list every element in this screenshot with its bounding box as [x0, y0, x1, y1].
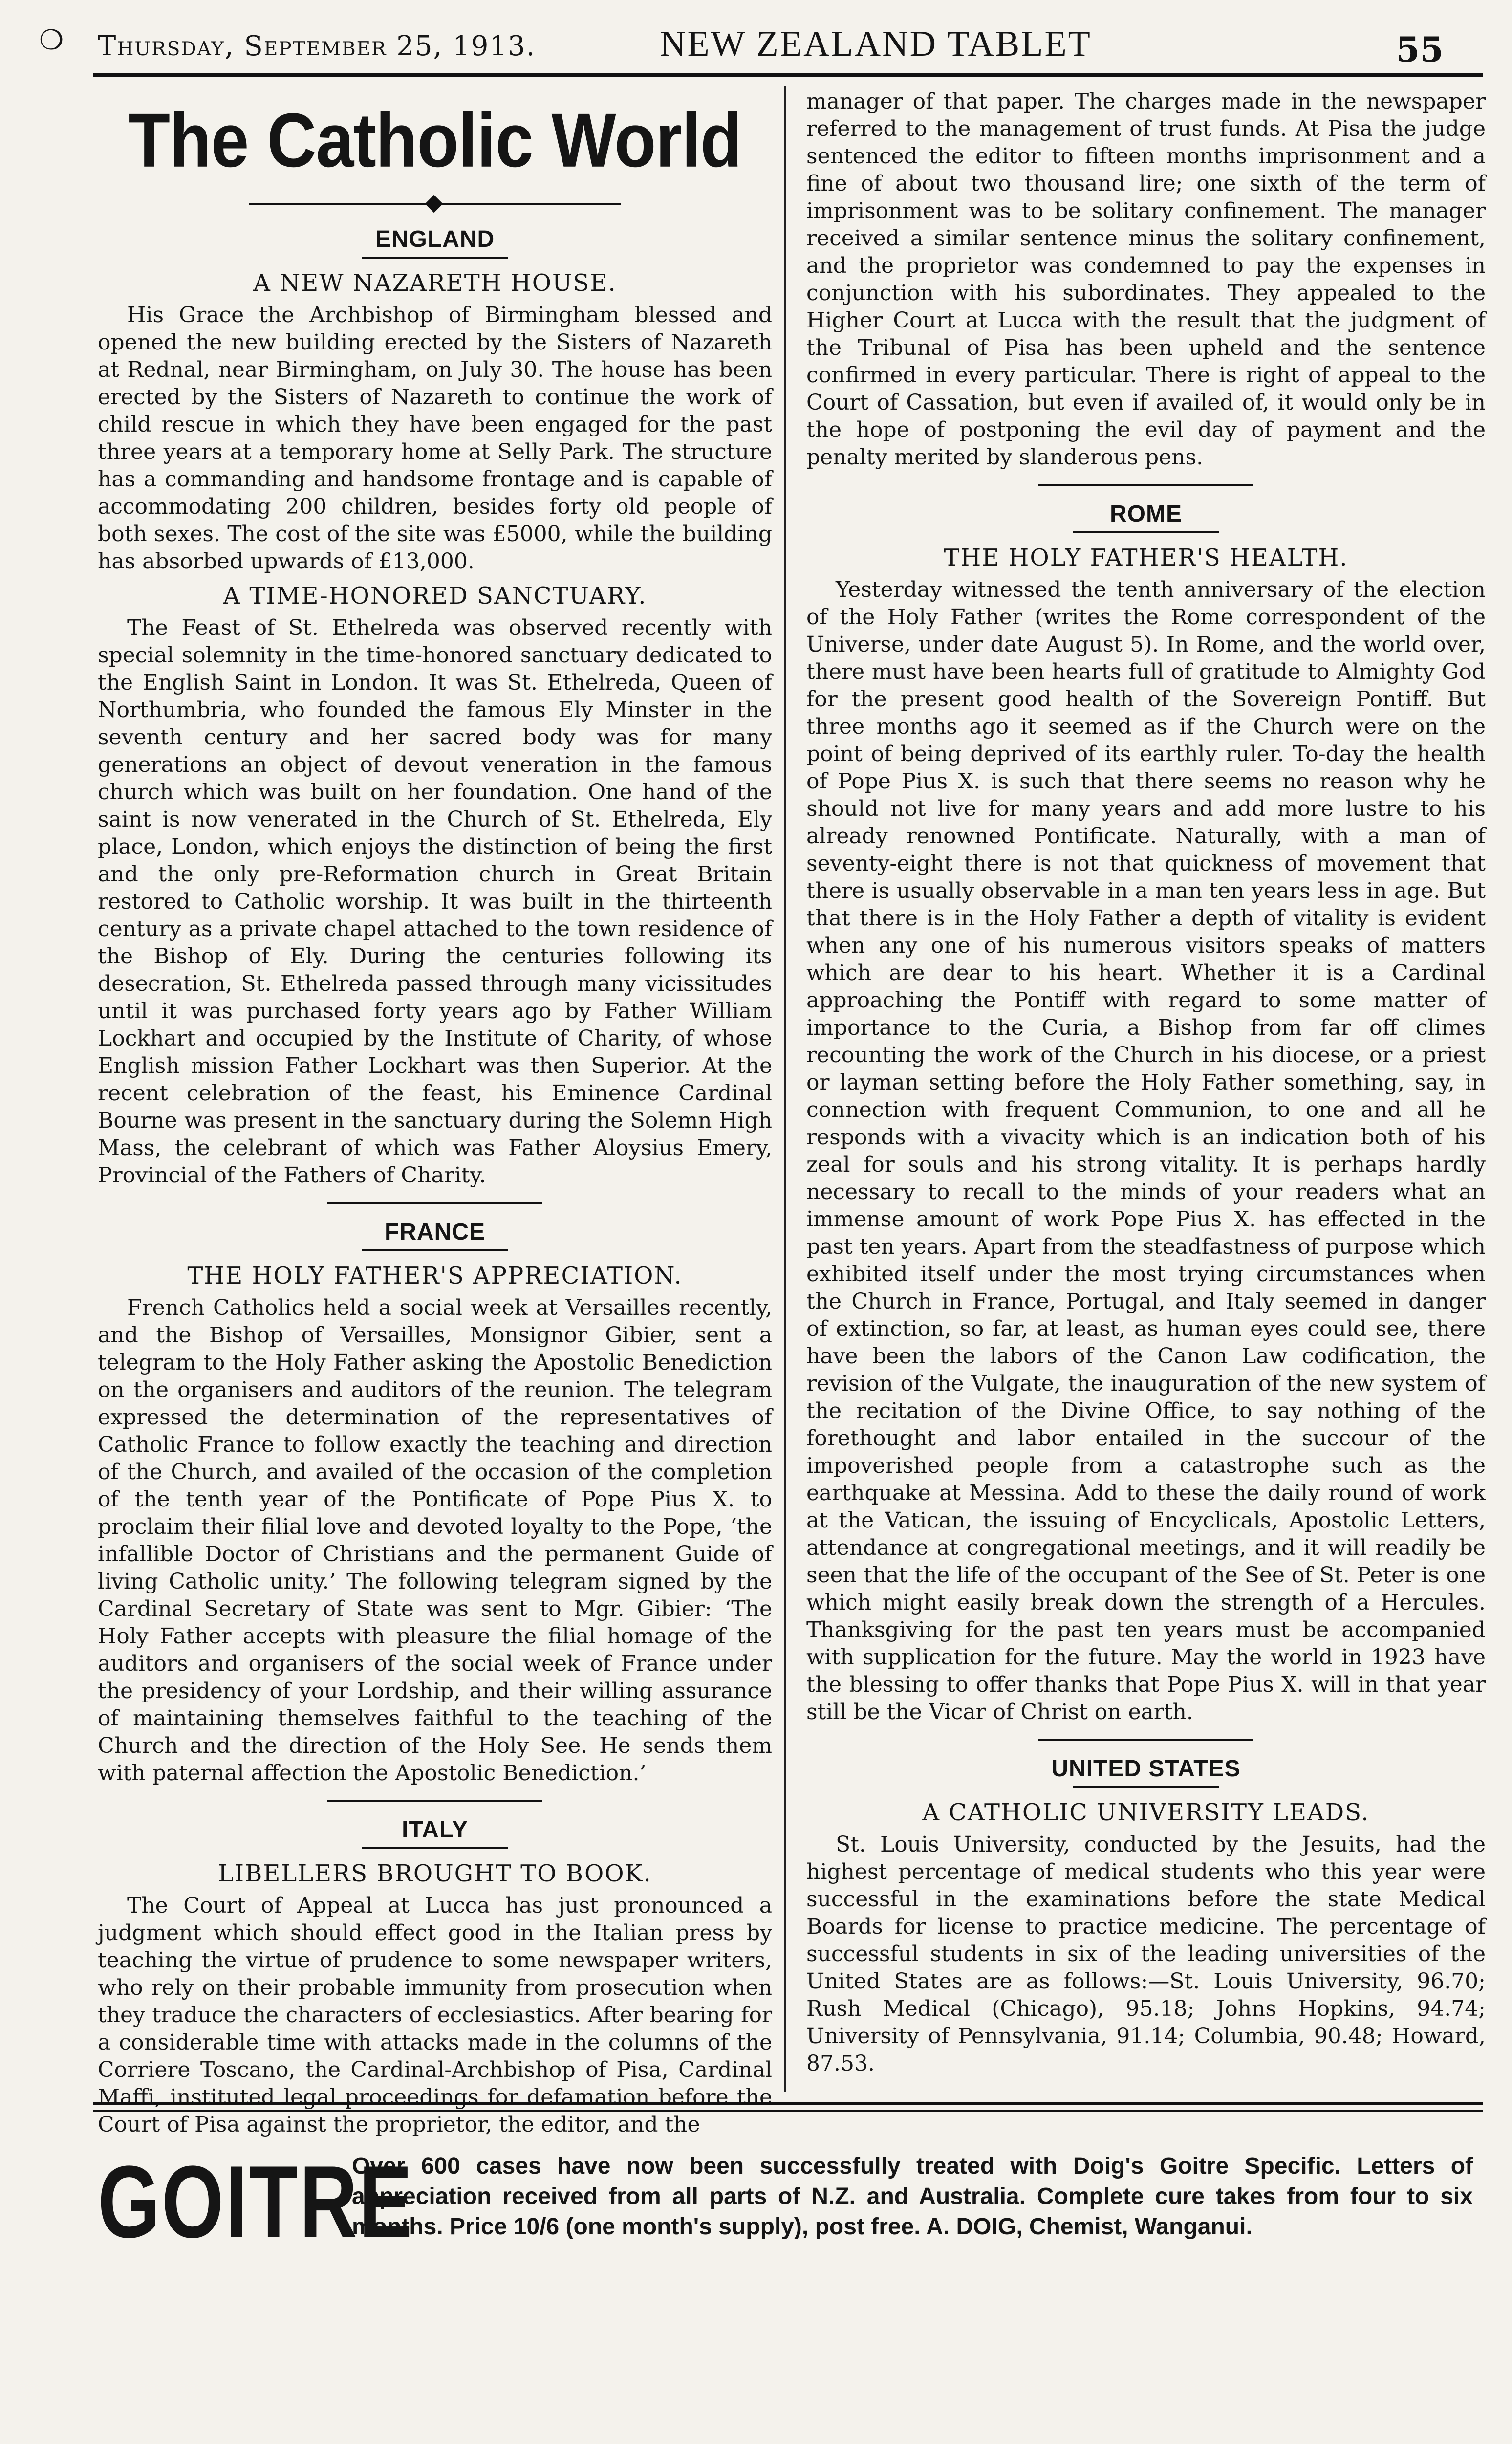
article-paragraph: Yesterday witnessed the tenth anniversary of the election of the Holy Father (writes the Rome correspondent of the Universe, under date August 5). In Rome, and the world over, there must have been hearts full of gratitude to Almighty God for the present good health of the Sovereign Pontiff. But three months ago it seemed as if the Church were on the point of being deprived of its earthly ruler. To-day the health of Pope Pius X. is such that there seems no reason why he should not live for many years and add more lustre to his already renowned Pontificate. Naturally, with a man of seventy-eight there is not that quickness of movement that there is usually observable in a man ten years less in age. But that there is in the Holy Father a depth of vitality is evident when any one of his numerous visitors speaks of matters which are dear to his heart. Whether it is a Cardinal approaching the Pontiff with regard to some matter of importance to the Curia, a Bishop from far off climes recounting the work of the Church in his diocese, or a priest or layman setting before the Holy Father something, say, in connection with frequent Communion, to one and all he responds with a vivacity which is an indication both of his zeal for souls and his strong vitality. It is perhaps hardly necessary to recall to the minds of your readers what an immense amount of work Pope Pius X. has effected in the past ten years. Apart from the steadfastness of purpose which exhibited itself under the most trying circumstances when the Church in France, Portugal, and Italy seemed in danger of extinction, so far, at least, as human eyes could see, there have been the labors of the Canon Law codification, the revision of the Vulgate, the inauguration of the new system of the recitation of the Divine Office, to say nothing of the forethought and labor entailed in the succour of the impoverished people from a catastrophe such as the earthquake at Messina. Add to these the daily round of work at the Vatican, the issuing of Encyclicals, Apostolic Letters, attendance at congregational meetings, and it will readily be seen that the life of the occupant of the See of St. Peter is one which might easily break down the strength of a Hercules. Thanksgiving for the past ten years must be accompanied with supplication for the future. May the world in 1923 have the blessing to offer thanks that Pope Pius X. will in that year still be the Vicar of Christ on earth. [806, 577, 1486, 1724]
headline-appreciation: THE HOLY FATHER'S APPRECIATION. [187, 1262, 683, 1289]
section-united-states: UNITED STATES [1051, 1756, 1241, 1782]
page-masthead: The Catholic World [128, 97, 742, 183]
diamond-ornament-icon [425, 195, 443, 213]
footer-rule-thin [93, 2110, 1483, 2112]
headline-nazareth-house: A NEW NAZARETH HOUSE. [253, 269, 617, 297]
article-paragraph: The Court of Appeal at Lucca has just pronounced a judgment which should effect good in the Italian press by teaching the virtue of prudence to some newspaper writers, who rely on their probable immunity from prosecution when they traduce the characters of ecclesiastics. After bearing for a considerable time with attacks made in the columns of the Corriere Toscano, the Cardinal-Archbishop of Pisa, Cardinal Maffi, instituted legal proceedings for defamation before the Court of Pisa against the proprietor, the editor, and the [98, 1893, 772, 2137]
article-paragraph: French Catholics held a social week at Versailles recently, and the Bishop of Versailles, Monsignor Gibier, sent a telegram to the Holy Father asking the Apostolic Benediction on the organisers and auditors of the reunion. The telegram expressed the determination of the representatives of Catholic France to follow exactly the teaching and direction of the Church, and availed of the occasion of the completion of the tenth year of the Pontificate of Pope Pius X. to proclaim their filial love and devoted loyalty to the Pope, ‘the infallible Doctor of Christians and the permanent Guide of living Catholic unity.’ The following telegram signed by the Cardinal Secretary of State was sent to Mgr. Gibier: ‘The Holy Father accepts with pleasure the filial homage of the auditors and organisers of the social week of France under the presidency of your Lordship, and their willing assurance of maintaining themselves faithful to the teaching of the Church and the direction of the Holy See. He sends them with paternal affection the Apostolic Benediction.’ [98, 1295, 772, 1786]
running-header [39, 20, 1458, 73]
article-paragraph: The Feast of St. Ethelreda was observed recently with special solemnity in the time-honored sanctuary dedicated to the English Saint in London. It was St. Ethelreda, Queen of Northumbria, who founded the famous Ely Minster in the seventh century and her sacred body was for many generations an object of devout veneration in the famous church which was built on her foundation. One hand of the saint is now venerated in the Church of St. Ethelreda, Ely place, London, which enjoys the distinction of being the first and the only pre-Reformation church in Great Britain restored to Catholic worship. It was built in the thirteenth century as a private chapel attached to the town residence of the Bishop of Ely. During the centuries following its desecration, St. Ethelreda passed through many vicissitudes until it was purchased forty years ago by Father William Lockhart and occupied by the Institute of Charity, of whose English mission Father Lockhart was then Superior. At the recent celebration of the feast, his Eminence Cardinal Bourne was present in the sanctuary during the Solemn High Mass, the celebrant of which was Father Aloysius Emery, Provincial of the Fathers of Charity. [98, 615, 772, 1188]
section-rome: ROME [1110, 501, 1182, 527]
headline-holy-father-health: THE HOLY FATHER'S HEALTH. [944, 544, 1348, 571]
section-separator [327, 1202, 542, 1204]
header-rule [93, 73, 1483, 77]
issue-date: Thursday, September 25, 1913. [98, 30, 536, 62]
ad-brand: GOITRE [98, 2144, 414, 2259]
article-continuation: manager of that paper. The charges made in the newspaper referred to the management of trust funds. At Pisa the judge sentenced the editor to fifteen months imprisonment and a fine of about two thousand lire; one sixth of the term of imprisonment was to be solitary confinement. The manager received a similar sentence minus the solitary confinement, and the proprietor was condemned to pay the expenses in conjunction with his subordinates. They appealed to the Higher Court at Lucca with the result that the judgment of the Tribunal of Pisa has been upheld and the sentence confirmed in every particular. There is right of appeal to the Court of Cassation, but even if availed of, it would only be in the hope of postponing the evil day of payment and the penalty merited by slanderous pens. [806, 89, 1486, 470]
section-rule [362, 1249, 508, 1251]
section-separator [1038, 484, 1253, 486]
ad-copy: Over 600 cases have now been successfully treated with Doig's Goitre Specific. Letters of appreciation received from all parts of N.Z. and Australia. Complete cure takes from four to six months. Price 10/6 (one month's supply), post free. A. DOIG, Chemist, Wanganui. [352, 2153, 1473, 2240]
headline-sanctuary: A TIME-HONORED SANCTUARY. [223, 582, 647, 610]
headline-libellers: LIBELLERS BROUGHT TO BOOK. [218, 1860, 652, 1887]
section-italy: ITALY [402, 1817, 468, 1843]
headline-university-leads: A CATHOLIC UNIVERSITY LEADS. [922, 1799, 1370, 1826]
section-rule [362, 257, 508, 259]
article-paragraph: His Grace the Archbishop of Birmingham blessed and opened the new building erected by the Sisters of Nazareth at Rednal, near Birmingham, on July 30. The house has been erected by the Sisters of Nazareth to continue the work of child rescue in which they have been engaged for the past three years at a temporary home at Selly Park. The structure has a commanding and handsome frontage and is capable of accommodating 200 children, besides forty old people of both sexes. The cost of the site was £5000, while the building has absorbed upwards of £13,000. [98, 303, 772, 574]
section-rule [362, 1847, 508, 1849]
section-rule [1073, 1786, 1219, 1788]
section-rule [1073, 531, 1219, 533]
left-column [98, 88, 772, 2143]
section-england: ENGLAND [375, 226, 495, 252]
section-france: FRANCE [385, 1219, 485, 1245]
article-paragraph: St. Louis University, conducted by the Jesuits, had the highest percentage of medical students who this year were successful in the examinations before the state Medical Boards for license to practice medicine. The percentage of successful students in six of the leading universities of the United States are as follows:—St. Louis University, 96.70; Rush Medical (Chicago), 95.18; Johns Hopkins, 94.74; University of Pennsylvania, 91.14; Columbia, 90.48; Howard, 87.53. [806, 1832, 1486, 2076]
printer-mark-icon: ❍ [39, 24, 64, 56]
section-separator [327, 1800, 542, 1802]
publication-title: NEW ZEALAND TABLET [660, 24, 1092, 64]
masthead-ornament [249, 196, 621, 211]
page-number: 55 [1396, 29, 1444, 70]
goitre-advertisement [98, 2144, 1473, 2305]
section-separator [1038, 1739, 1253, 1741]
column-divider [784, 86, 786, 2092]
right-column [806, 88, 1486, 2082]
footer-rule [93, 2102, 1483, 2105]
